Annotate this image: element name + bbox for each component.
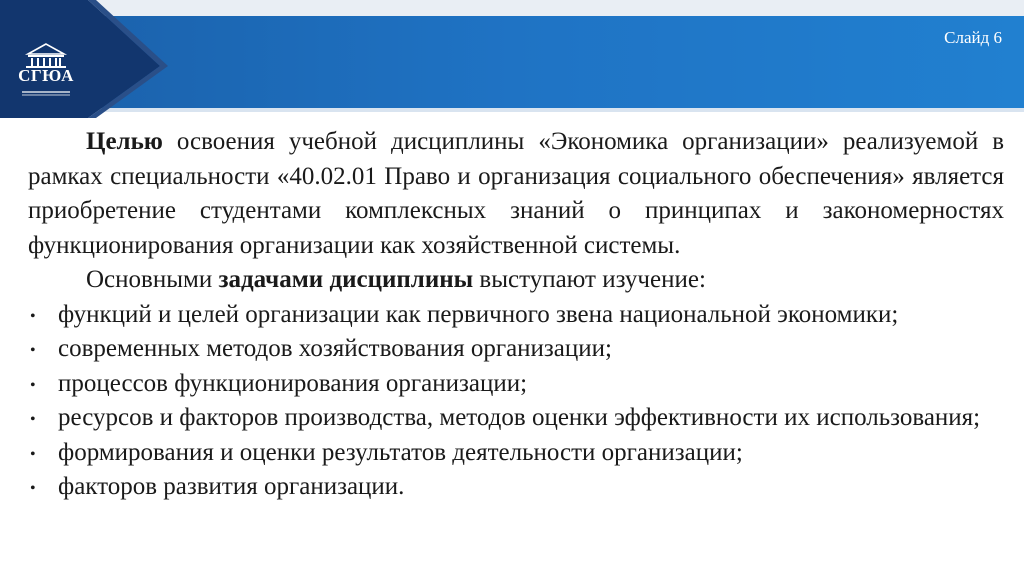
bullet-icon: • [30, 342, 36, 359]
tasks-intro-before: Основными [86, 266, 219, 293]
bullet-icon: • [30, 411, 36, 428]
task-text: формирования и оценки результатов деятельности организации; [58, 438, 743, 466]
task-text: ресурсов и факторов производства, методов оценки эффективности их использования; [58, 404, 981, 431]
tasks-list [28, 298, 1004, 505]
tasks-intro-bold: задачами дисциплины [218, 266, 474, 293]
university-logo [14, 40, 78, 100]
logo-underline [14, 90, 78, 98]
list-item [28, 470, 1004, 505]
list-item [28, 401, 1004, 436]
tasks-intro [28, 263, 1004, 298]
goal-lead: Целью [86, 128, 163, 155]
header-banner [0, 0, 1024, 118]
list-item [28, 436, 1004, 471]
bullet-icon: • [30, 376, 36, 394]
list-item [28, 367, 1004, 402]
header-top-strip [0, 0, 1024, 16]
goal-paragraph [28, 125, 1004, 263]
bullet-icon: • [30, 480, 36, 497]
slide-number: Слайд 6 [944, 28, 1002, 47]
logo-text: СГЮА [18, 66, 74, 85]
tasks-intro-after: выступают изучение: [473, 266, 706, 293]
slide-header [0, 0, 1024, 118]
slide-content [28, 125, 1004, 505]
bullet-icon: • [30, 307, 36, 325]
task-text: процессов функционирования организации; [58, 369, 528, 397]
list-item [28, 332, 1004, 367]
goal-text: освоения учебной дисциплины «Экономика организации» реализуемой в рамках специальности «40.02.01 Право и организация социального обеспечения» является приобретение студентами комплексных знаний о принципах и закономерностях функционирования организации как хозяйственной системы. [28, 128, 1004, 259]
task-text: функций и целей организации как первичного звена национальной экономики; [58, 300, 899, 328]
task-text: факторов развития организации. [58, 473, 405, 500]
task-text: современных методов хозяйствования организации; [58, 335, 612, 362]
header-bottom-line [0, 108, 1024, 112]
list-item [28, 298, 1004, 333]
bullet-icon: • [30, 445, 36, 463]
